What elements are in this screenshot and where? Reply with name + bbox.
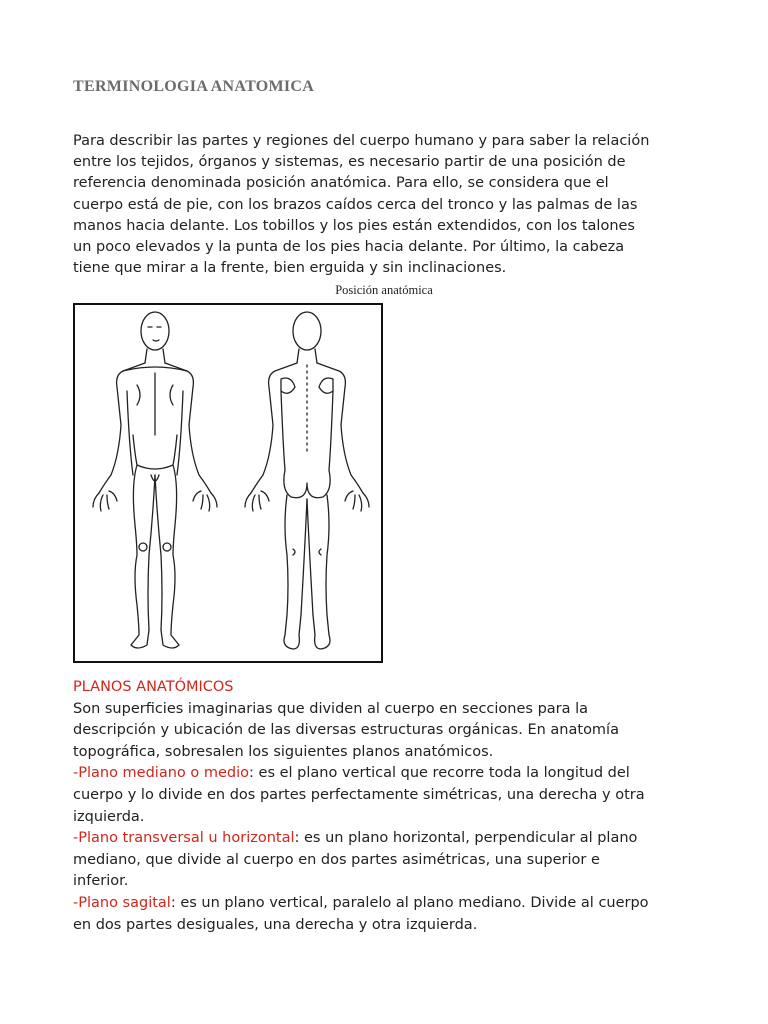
section-desc-line: descripción y ubicación de las diversas estructuras orgánicas. En anatomía: [73, 722, 619, 739]
plano-mediano-text: : es el plano vertical que recorre toda la longitud del: [249, 765, 630, 782]
plano-sagital-item: [73, 893, 703, 915]
plano-mediano-term: -Plano mediano o medio: [73, 765, 250, 782]
intro-line: entre los tejidos, órganos y sistemas, es necesario partir de una posición de: [73, 154, 626, 171]
intro-line: Para describir las partes y regiones del cuerpo humano y para saber la relación: [73, 133, 650, 149]
intro-paragraph: [73, 131, 698, 279]
back-body-illustration: [245, 312, 369, 649]
plano-transversal-text: : es un plano horizontal, perpendicular al plano: [294, 830, 638, 847]
plano-mediano-text: izquierda.: [73, 808, 145, 825]
plano-sagital-text: : es un plano vertical, paralelo al plano mediano. Divide al cuerpo: [170, 894, 649, 911]
plano-transversal-item: [73, 828, 703, 850]
plano-mediano-item: [73, 763, 703, 785]
intro-line: cuerpo está de pie, con los brazos caídos cerca del tronco y las palmas de las: [73, 196, 638, 213]
anatomical-position-figure: [73, 303, 383, 663]
section-desc-line: Son superficies imaginarias que dividen al cuerpo en secciones para la: [73, 700, 589, 717]
section-heading: PLANOS ANATÓMICOS: [73, 679, 234, 695]
plano-transversal-text: inferior.: [73, 873, 129, 890]
page-title: TERMINOLOGIA ANATOMICA: [73, 78, 315, 95]
plano-transversal-term: -Plano transversal u horizontal: [73, 830, 295, 847]
section-desc-line: topográfica, sobresalen los siguientes planos anatómicos.: [73, 743, 494, 760]
plano-sagital-term: -Plano sagital: [73, 894, 171, 911]
intro-line: referencia denominada posición anatómica. Para ello, se considera que el: [73, 175, 609, 192]
intro-line: tiene que mirar a la frente, bien erguida y sin inclinaciones.: [73, 260, 507, 277]
intro-line: manos hacia delante. Los tobillos y los pies están extendidos, con los talones: [73, 217, 635, 234]
intro-line: un poco elevados y la punta de los pies hacia delante. Por último, la cabeza: [73, 239, 625, 256]
figure-caption: Posición anatómica: [335, 283, 433, 297]
plano-mediano-text: cuerpo y lo divide en dos partes perfectamente simétricas, una derecha y otra: [73, 786, 645, 803]
planos-section: [73, 677, 703, 936]
front-body-illustration: [93, 312, 217, 648]
plano-sagital-text: en dos partes desiguales, una derecha y otra izquierda.: [73, 916, 478, 933]
plano-transversal-text: mediano, que divide al cuerpo en dos partes asimétricas, una superior e: [73, 851, 600, 868]
